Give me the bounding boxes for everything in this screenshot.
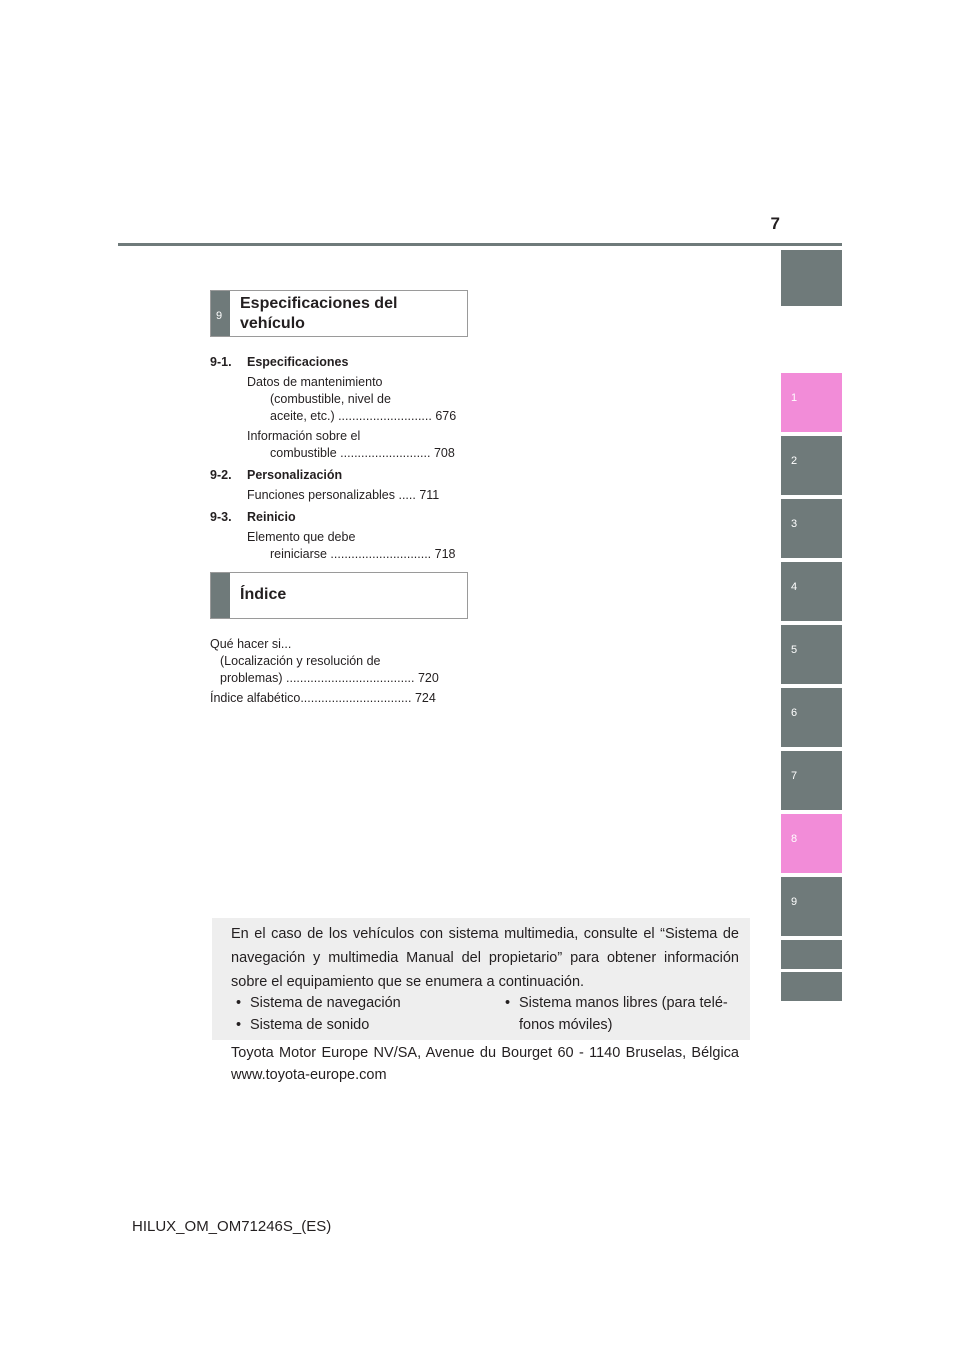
toc-entry-line: (Localización y resolución de xyxy=(220,654,381,668)
side-tab-blank-a[interactable] xyxy=(781,940,842,969)
toc-entry-line: combustible .......................... 708 xyxy=(270,446,455,460)
header-divider xyxy=(118,243,842,246)
side-tab-7[interactable]: 7 xyxy=(781,751,842,810)
toc-entry-funciones-personalizables[interactable] xyxy=(247,487,457,504)
toc-entry-line: Qué hacer si... xyxy=(210,637,292,651)
side-tab-4[interactable]: 4 xyxy=(781,562,842,621)
bullet-list-left xyxy=(236,992,401,1036)
side-tab-1[interactable]: 1 xyxy=(781,373,842,432)
section-title-line2: vehículo xyxy=(240,315,305,332)
side-tab-2[interactable]: 2 xyxy=(781,436,842,495)
multimedia-notice-text: En el caso de los vehículos con sistema multimedia, consulte el “Sistema de navegación y multimedia Manual del propietario” para obtener información sobre el equipamiento que se enumera a continuación. xyxy=(231,926,739,990)
document-id: HILUX_OM_OM71246S_(ES) xyxy=(132,1218,332,1235)
toc-entry-que-hacer-si[interactable] xyxy=(210,636,458,687)
toc-group-number: 9-1. xyxy=(210,355,232,369)
toc-entry-line: aceite, etc.) ........................... 676 xyxy=(270,409,457,423)
list-item: • Sistema manos libres (para telé- xyxy=(505,995,728,1011)
list-item: • Sistema de navegación xyxy=(236,995,401,1011)
toc-entry-line: Índice alfabético................................ 724 xyxy=(210,691,436,705)
toc-group-number: 9-2. xyxy=(210,468,232,482)
toc-entry-line: (combustible, nivel de xyxy=(270,392,391,406)
toc-entry-elemento-reiniciarse[interactable] xyxy=(247,529,457,563)
index-header xyxy=(210,572,468,619)
toc-group-title: Personalización xyxy=(247,468,343,482)
toc-entry-informacion-combustible[interactable] xyxy=(247,428,457,462)
section-number: 9 xyxy=(216,310,223,322)
toc-group-title: Especificaciones xyxy=(247,355,349,369)
page-number: 7 xyxy=(770,214,780,233)
section-9-header xyxy=(210,290,468,337)
toc-group-9-1[interactable] xyxy=(210,354,348,371)
toc-entry-line: Información sobre el xyxy=(247,429,361,443)
manufacturer-address: Toyota Motor Europe NV/SA, Avenue du Bourget 60 - 1140 Bruselas, Bélgica www.toyota-europe.com xyxy=(231,1045,739,1083)
toc-entry-line: Elemento que debe xyxy=(247,530,356,544)
side-tab-blank-b[interactable] xyxy=(781,972,842,1001)
side-tab-3[interactable]: 3 xyxy=(781,499,842,558)
side-tab-8[interactable]: 8 xyxy=(781,814,842,873)
toc-group-9-2[interactable] xyxy=(210,467,342,484)
list-item: • Sistema de sonido xyxy=(236,1017,370,1033)
index-title: Índice xyxy=(240,586,287,603)
section-title-line1: Especificaciones del xyxy=(240,295,398,312)
toc-entry-line: Funciones personalizables ..... 711 xyxy=(247,488,440,502)
index-bar xyxy=(211,573,230,618)
side-tab-blank-top[interactable] xyxy=(781,250,842,306)
toc-group-9-3[interactable] xyxy=(210,509,296,526)
bullet-list-right xyxy=(505,992,728,1036)
toc-entry-datos-mantenimiento[interactable] xyxy=(247,374,457,425)
toc-entry-line: reiniciarse ............................. 718 xyxy=(270,547,456,561)
side-tab-5[interactable]: 5 xyxy=(781,625,842,684)
side-tab-9[interactable]: 9 xyxy=(781,877,842,936)
section-9-number-bar xyxy=(211,291,230,336)
toc-group-number: 9-3. xyxy=(210,510,232,524)
toc-entry-line: problemas) ..................................... 720 xyxy=(220,671,439,685)
list-item-continuation: fonos móviles) xyxy=(519,1017,613,1033)
side-tab-6[interactable]: 6 xyxy=(781,688,842,747)
toc-entry-indice-alfabetico[interactable] xyxy=(210,690,458,707)
toc-group-title: Reinicio xyxy=(247,510,296,524)
toc-entry-line: Datos de mantenimiento xyxy=(247,375,383,389)
